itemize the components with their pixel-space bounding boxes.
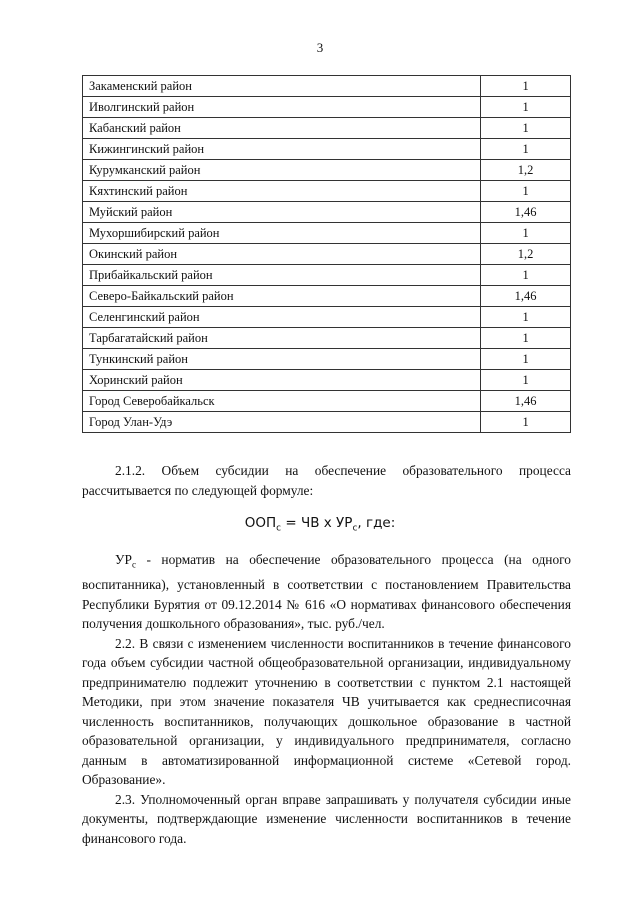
coefficient-cell: 1,46: [481, 202, 571, 223]
region-name-cell: Окинский район: [83, 244, 481, 265]
table-row: [83, 97, 571, 118]
coefficient-cell: 1,46: [481, 391, 571, 412]
region-name-cell: Город Улан-Удэ: [83, 412, 481, 433]
formula-rhs-sub: с: [352, 523, 358, 534]
section-text-1: [82, 461, 571, 500]
region-name-cell: Селенгинский район: [83, 307, 481, 328]
table-row: [83, 223, 571, 244]
coefficient-cell: 1: [481, 265, 571, 286]
coefficient-cell: 1: [481, 349, 571, 370]
coefficient-cell: 1: [481, 223, 571, 244]
coefficient-cell: 1,2: [481, 160, 571, 181]
table-row: [83, 202, 571, 223]
table-row: [83, 265, 571, 286]
coefficient-cell: 1: [481, 181, 571, 202]
coefficient-cell: 1: [481, 412, 571, 433]
region-name-cell: Муйский район: [83, 202, 481, 223]
table-row: [83, 139, 571, 160]
region-name-cell: Город Северобайкальск: [83, 391, 481, 412]
formula-lhs-sub: с: [276, 523, 282, 534]
region-name-cell: Северо-Байкальский район: [83, 286, 481, 307]
coefficient-cell: 1: [481, 139, 571, 160]
table-row: [83, 328, 571, 349]
coefficient-table: [82, 75, 571, 433]
paragraph-2-2: 2.2. В связи с изменением численности воспитанников в течение финансового года объем субсидии частной общеобразовательной организации, индивидуальному предпринимателю подлежит уточнению в соответствии с пунктом 2.1 настоящей Методики, при этом значение показателя ЧВ учитывается как среднесписочная численность воспитанников, получающих дошкольное образование в частной образовательной организации, у индивидуального предпринимателя, согласно данным в автоматизированной информационной системе «Сетевой город. Образование».: [82, 635, 571, 788]
urc-definition: - норматив на обеспечение образовательного процесса (на одного воспитанника), установленный в соответствии с постановлением Правительства Республики Бурятия от 09.12.2014 № 616 «О нормативах финансового обеспечения получения дошкольного образования», тыс. руб./чел.: [82, 552, 571, 632]
region-name-cell: Кабанский район: [83, 118, 481, 139]
coefficient-cell: 1,2: [481, 244, 571, 265]
region-name-cell: Мухоршибирский район: [83, 223, 481, 244]
region-name-cell: Прибайкальский район: [83, 265, 481, 286]
urc-term-sub: с: [131, 559, 136, 570]
paragraph-2-1-2: 2.1.2. Объем субсидии на обеспечение образовательного процесса рассчитывается по следующей формуле:: [82, 463, 571, 498]
coefficient-cell: 1: [481, 97, 571, 118]
region-name-cell: Кижингинский район: [83, 139, 481, 160]
coefficient-cell: 1: [481, 118, 571, 139]
table-row: [83, 160, 571, 181]
coefficient-cell: 1: [481, 307, 571, 328]
formula: [0, 515, 640, 534]
table-row: [83, 307, 571, 328]
formula-lhs: ООП: [244, 515, 277, 531]
table-row: [83, 412, 571, 433]
table-row: [83, 181, 571, 202]
table-row: [83, 391, 571, 412]
table-row: [83, 370, 571, 391]
region-name-cell: Кяхтинский район: [83, 181, 481, 202]
formula-mid: = ЧВ х УР: [281, 515, 353, 531]
page-number: 3: [316, 40, 324, 55]
section-text-2: [82, 550, 571, 848]
paragraph-urc-definition: [82, 550, 571, 634]
region-name-cell: Закаменский район: [83, 76, 481, 97]
formula-tail: , где:: [357, 515, 396, 531]
region-name-cell: Тарбагатайский район: [83, 328, 481, 349]
paragraph-2-3: 2.3. Уполномоченный орган вправе запрашивать у получателя субсидии иные документы, подтверждающие изменение численности воспитанников в течение финансового года.: [82, 791, 571, 846]
table-row: [83, 349, 571, 370]
region-name-cell: Хоринский район: [83, 370, 481, 391]
region-name-cell: Иволгинский район: [83, 97, 481, 118]
coefficient-cell: 1: [481, 328, 571, 349]
table-row: [83, 286, 571, 307]
table-row: [83, 244, 571, 265]
region-name-cell: Тункинский район: [83, 349, 481, 370]
region-name-cell: Курумканский район: [83, 160, 481, 181]
coefficient-cell: 1: [481, 370, 571, 391]
urc-term: УР: [115, 552, 132, 567]
table-row: [83, 118, 571, 139]
coefficient-cell: 1,46: [481, 286, 571, 307]
table-row: [83, 76, 571, 97]
coefficient-cell: 1: [481, 76, 571, 97]
